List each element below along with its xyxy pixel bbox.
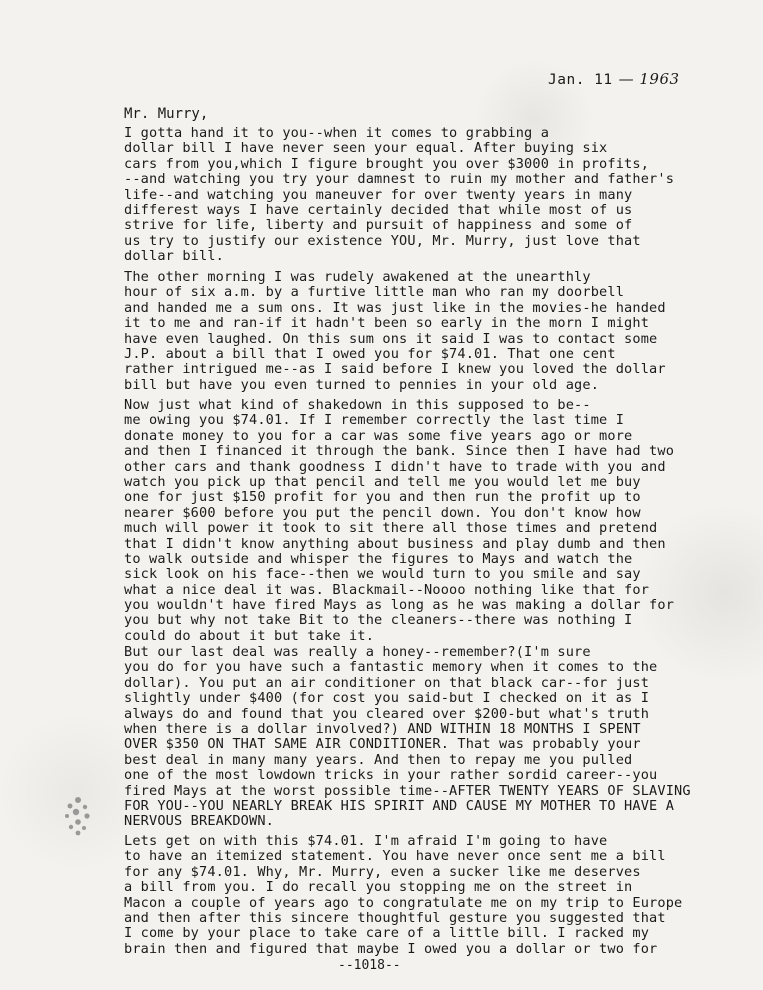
text-line: nearer $600 before you put the pencil down. You don't know how [124,504,641,521]
text-line: --and watching you try your damnest to ruin my mother and father's [124,171,675,188]
text-line: differest ways I have certainly decided that while most of us [124,201,633,218]
text-line: Now just what kind of shakedown in this supposed to be-- [124,397,591,413]
text-line: I come by your place to take care of a little bill. I racked my [124,925,650,942]
text-line: you do for you have such a fantastic memory when it comes to the [124,659,658,676]
text-line: a bill from you. I do recall you stopping me on the street in [124,879,633,896]
text-line: one of the most lowdown tricks in your rather sordid career--you [124,767,658,784]
text-line: I gotta hand it to you--when it comes to grabbing a [124,125,550,141]
text-line: slightly under $400 (for cost you said-but I checked on it as I [124,690,650,707]
text-line: when there is a dollar involved?) AND WITHIN 18 MONTHS I SPENT [124,720,641,737]
text-line: could do about it but take it. [124,627,375,644]
text-line: rather intrigued me--as I said before I knew you loved the dollar [124,361,666,378]
text-line: you but why not take Bit to the cleaners--there was nothing I [124,612,633,629]
text-line: OVER $350 ON THAT SAME AIR CONDITIONER. That was probably your [124,736,641,753]
letter-date [548,70,680,88]
text-line: us try to justify our existence YOU, Mr. Murry, just love that [124,232,641,249]
text-line: much will power it took to sit there all those times and pretend [124,520,658,537]
text-line: watch you pick up that pencil and tell me you would let me buy [124,473,641,490]
date-typed: Jan. 11 [548,72,613,88]
text-line: have even laughed. On this sum ons it said I was to contact some [124,330,658,347]
salutation: Mr. Murry, [124,106,209,122]
text-line: one for just $150 profit for you and then run the profit up to [124,489,641,506]
text-line: dollar bill I have never seen your equal. After buying six [124,140,608,157]
text-line: brain then and figured that maybe I owed you a dollar or two for [124,940,658,957]
page-number: --1018-- [338,958,401,973]
text-line: bill but have you even turned to pennies in your old age. [124,376,600,393]
text-line: you wouldn't have fired Mays as long as he was making a dollar for [124,597,675,614]
text-line: J.P. about a bill that I owed you for $74.01. That one cent [124,345,616,362]
text-line: fired Mays at the worst possible time--AFTER TWENTY YEARS OF SLAVING [124,782,691,799]
text-line: and then I financed it through the bank. Since then I have had two [124,443,675,460]
paragraph-4 [124,645,744,830]
text-line: cars from you,which I figure brought you over $3000 in profits, [124,155,650,172]
text-line: sick look on his face--then we would turn to you smile and say [124,566,641,583]
text-line: me owing you $74.01. If I remember correctly the last time I [124,412,625,429]
text-line: what a nice deal it was. Blackmail--Noooo nothing like that for [124,581,650,598]
text-line: other cars and thank goodness I didn't have to trade with you and [124,458,666,475]
paragraph-1 [124,126,744,265]
text-line: it to me and ran-if it hadn't been so early in the morn I might [124,315,650,332]
text-line: dollar). You put an air conditioner on that black car--for just [124,674,650,691]
text-line: The other morning I was rudely awakened at the unearthly [124,269,591,285]
text-line: to have an itemized statement. You have never once sent me a bill [124,848,666,865]
text-line: hour of six a.m. by a furtive little man who ran my doorbell [124,284,625,301]
text-line: But our last deal was really a honey--remember?(I'm sure [124,644,591,660]
text-line: life--and watching you maneuver for over twenty years in many [124,186,633,203]
paragraph-2 [124,270,744,393]
text-line: best deal in many many years. And then to repay me you pulled [124,751,633,768]
text-line: and handed me a sum ons. It was just like in the movies-he handed [124,299,666,316]
text-line: Macon a couple of years ago to congratulate me on my trip to Europe [124,894,683,911]
margin-smudge-mark [58,792,98,838]
text-line: strive for life, liberty and pursuit of happiness and some of [124,217,633,234]
text-line: always do and found that you cleared over $200-but what's truth [124,705,650,722]
text-line: Lets get on with this $74.01. I'm afraid I'm going to have [124,833,608,849]
text-line: for any $74.01. Why, Mr. Murry, even a sucker like me deserves [124,863,641,880]
paragraph-5 [124,834,744,957]
paragraph-3 [124,398,744,644]
text-line: to walk outside and whisper the figures to Mays and watch the [124,550,633,567]
text-line: and then after this sincere thoughtful gesture you suggested that [124,909,666,926]
date-handwritten-year: — 1963 [618,70,680,88]
text-line: FOR YOU--YOU NEARLY BREAK HIS SPIRIT AND CAUSE MY MOTHER TO HAVE A [124,797,675,814]
text-line: dollar bill. [124,248,225,265]
text-line: that I didn't know anything about business and play dumb and then [124,535,666,552]
text-line: donate money to you for a car was some five years ago or more [124,427,633,444]
text-line: NERVOUS BREAKDOWN. [124,813,275,830]
